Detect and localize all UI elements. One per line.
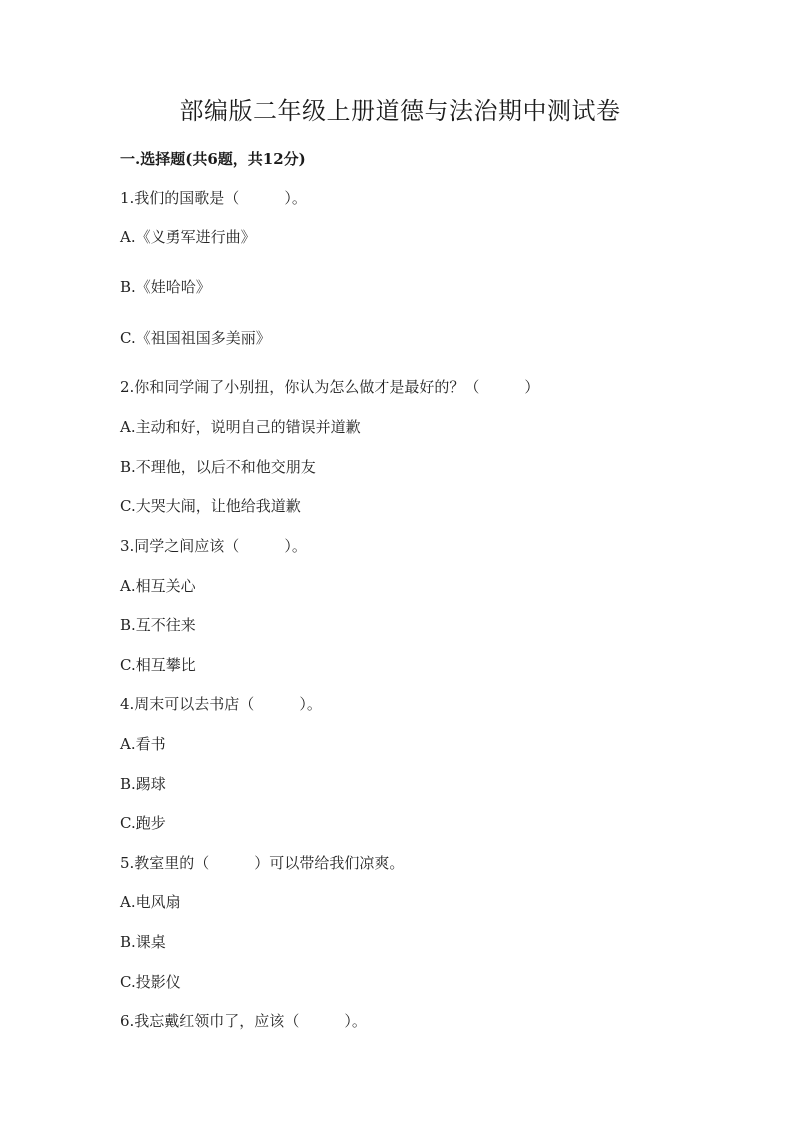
question-1-stem: 1.我们的国歌是（ ）。 (120, 189, 307, 207)
question-3-stem: 3.同学之间应该（ ）。 (120, 537, 307, 555)
page-title: 部编版二年级上册道德与法治期中测试卷 (179, 97, 621, 125)
question-5-option-a: A.电风扇 (120, 893, 181, 911)
question-1-option-b: B.《娃哈哈》 (120, 278, 211, 296)
question-5-option-c: C.投影仪 (120, 973, 181, 991)
question-5-option-b: B.课桌 (120, 933, 166, 951)
question-5-stem: 5.教室里的（ ）可以带给我们凉爽。 (120, 854, 405, 872)
section-heading: 一.选择题(共6题，共12分) (120, 150, 306, 168)
question-4-option-a: A.看书 (120, 735, 166, 753)
question-3-option-b: B.互不往来 (120, 616, 196, 634)
question-6-stem: 6.我忘戴红领巾了，应该（ ）。 (120, 1012, 367, 1030)
question-2-option-b: B.不理他，以后不和他交朋友 (120, 458, 316, 476)
question-4-stem: 4.周末可以去书店（ ）。 (120, 695, 322, 713)
question-3-option-a: A.相互关心 (120, 577, 196, 595)
question-2-stem: 2.你和同学闹了小别扭，你认为怎么做才是最好的？（ ） (120, 378, 540, 396)
question-2-option-a: A.主动和好，说明自己的错误并道歉 (120, 418, 361, 436)
question-1-option-c: C.《祖国祖国多美丽》 (120, 329, 271, 347)
question-1-option-a: A.《义勇军进行曲》 (120, 228, 256, 246)
question-3-option-c: C.相互攀比 (120, 656, 196, 674)
question-4-option-c: C.跑步 (120, 814, 166, 832)
question-4-option-b: B.踢球 (120, 775, 166, 793)
question-2-option-c: C.大哭大闹，让他给我道歉 (120, 497, 301, 515)
